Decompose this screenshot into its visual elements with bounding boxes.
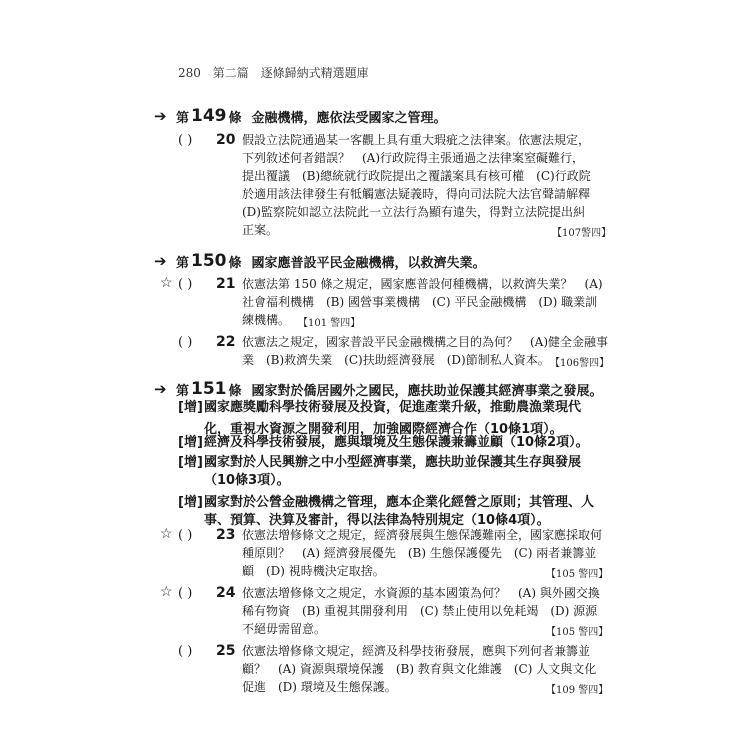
question-line: 練機構。 — [242, 313, 291, 327]
question-line: 依憲法增修條文規定，經濟及科學技術發展，應與下列何者兼籌並 — [242, 644, 591, 658]
star-icon: ☆ — [160, 526, 173, 542]
question-line: 正案。 — [242, 223, 279, 237]
question-line: 社會福利機構 (B) 國營事業機構 (C) 平民金融機構 (D) 職業訓 — [242, 295, 598, 309]
amendment-line: （10條3項）。 — [204, 473, 290, 488]
amendment-line: 國家應獎勵科學技術發展及投資，促進產業升級，推動農漁業現代 — [204, 400, 582, 415]
arrow-right-icon: ➔ — [154, 252, 167, 270]
amendment-line: 經濟及科學技術發展，應與環境及生態保護兼籌並顧（10條2項）。 — [204, 435, 589, 450]
question-line: 依憲法之規定，國家普設平民金融機構之目的為何？ (A)健全金融事 — [242, 335, 609, 349]
amendment-tag: [增] — [178, 400, 203, 415]
question-source: 【109 警四】 — [546, 685, 609, 696]
question-line: 提出覆議 (B)總統就行政院提出之覆議案具有核可權 (C)行政院 — [242, 169, 591, 183]
star-icon: ☆ — [160, 275, 173, 291]
question-source: 【106警四】 — [550, 358, 610, 369]
arrow-right-icon: ➔ — [154, 107, 167, 125]
answer-blank: ( ) — [178, 335, 193, 350]
article-heading: ➔ 第 151 條 國家對於僑居國外之國民，應扶助並保護其經濟事業之發展。 — [154, 379, 603, 399]
answer-blank: ( ) — [178, 277, 193, 292]
part-label: 第二篇 — [212, 66, 249, 80]
question-line: 稀有物資 (B) 重視其開發利用 (C) 禁止使用以免耗竭 (D) 源源 — [242, 604, 598, 618]
question-number: 22 — [216, 334, 236, 350]
question-number: 23 — [216, 527, 236, 543]
amendment-line: 事、預算、決算及審計，得以法律為特別規定（10條4項）。 — [204, 513, 550, 528]
amendment-line: 國家對於人民興辦之中小型經濟事業，應扶助並保護其生存與發展 — [204, 455, 582, 470]
question-line: 顧 (D) 視時機決定取捨。 — [242, 564, 385, 578]
question-number: 20 — [216, 132, 236, 148]
article-title: 國家對於僑居國外之國民，應扶助並保護其經濟事業之發展。 — [251, 383, 603, 399]
question-source: 【101 警四】 — [298, 318, 361, 329]
question-number: 24 — [216, 585, 236, 601]
question-line: 依憲法增修條文之規定，水資源的基本國策為何？ (A) 與外國交換 — [242, 586, 600, 600]
answer-blank: ( ) — [178, 528, 193, 543]
question-line: 依憲法第 150 條之規定，國家應普設何種機構，以救濟失業？ (A) — [242, 277, 603, 291]
article-title: 國家應普設平民金融機構，以救濟失業。 — [251, 255, 486, 271]
question-line: 不絕毋需留意。 — [242, 622, 327, 636]
question-line: 假設立法院通過某一客觀上具有重大瑕疵之法律案。依憲法規定， — [242, 133, 591, 147]
book-title: 逐條歸納式精選題庫 — [260, 66, 369, 80]
star-icon: ☆ — [160, 584, 173, 600]
page-number: 280 — [178, 66, 201, 80]
question-line: 依憲法增修條文之規定，經濟發展與生態保護難兩全，國家應採取何 — [242, 528, 603, 542]
arrow-right-icon: ➔ — [154, 380, 167, 398]
question-number: 25 — [216, 643, 236, 659]
question-line: 種原則？ (A) 經濟發展優先 (B) 生態保護優先 (C) 兩者兼籌並 — [242, 546, 597, 560]
answer-blank: ( ) — [178, 644, 193, 659]
question-line: 業 (B)救濟失業 (C)扶助經濟發展 (D)節制私人資本。 — [242, 353, 550, 367]
page-header — [178, 64, 377, 81]
question-line: 促進 (D) 環境及生態保護。 — [242, 680, 397, 694]
article-number: 149 — [191, 106, 227, 126]
article-number: 151 — [191, 379, 227, 399]
article-number: 150 — [191, 251, 227, 271]
question-line: 顧？ (A) 資源與環境保護 (B) 教育與文化維護 (C) 人文與文化 — [242, 662, 597, 676]
question-number: 21 — [216, 276, 236, 292]
question-line: 下列敘述何者錯誤？ (A)行政院得主張通過之法律案窒礙難行， — [242, 151, 585, 165]
question-line: 於適用該法律發生有牴觸憲法疑義時，得向司法院大法官聲請解釋 — [242, 187, 591, 201]
answer-blank: ( ) — [178, 133, 193, 148]
question-source: 【107警四】 — [552, 228, 612, 239]
question-source: 【105 警四】 — [546, 627, 609, 638]
amendment-line: 化，重視水資源之開發利用，加強國際經濟合作（10條1項）。 — [204, 422, 563, 437]
article-title: 金融機構，應依法受國家之管理。 — [251, 110, 447, 126]
amendment-tag: [增] — [178, 455, 203, 470]
article-heading: ➔ 第 149 條 金融機構，應依法受國家之管理。 — [154, 106, 447, 126]
amendment-line: 國家對於公營金融機構之管理，應本企業化經營之原則；其管理、人 — [204, 495, 595, 510]
amendment-tag: [增] — [178, 495, 203, 510]
answer-blank: ( ) — [178, 586, 193, 601]
article-heading: ➔ 第 150 條 國家應普設平民金融機構，以救濟失業。 — [154, 251, 486, 271]
question-source: 【105 警四】 — [546, 569, 609, 580]
amendment-tag: [增] — [178, 435, 203, 450]
question-line: (D)監察院如認立法院此一立法行為顯有違失，得對立法院提出糾 — [242, 205, 585, 219]
